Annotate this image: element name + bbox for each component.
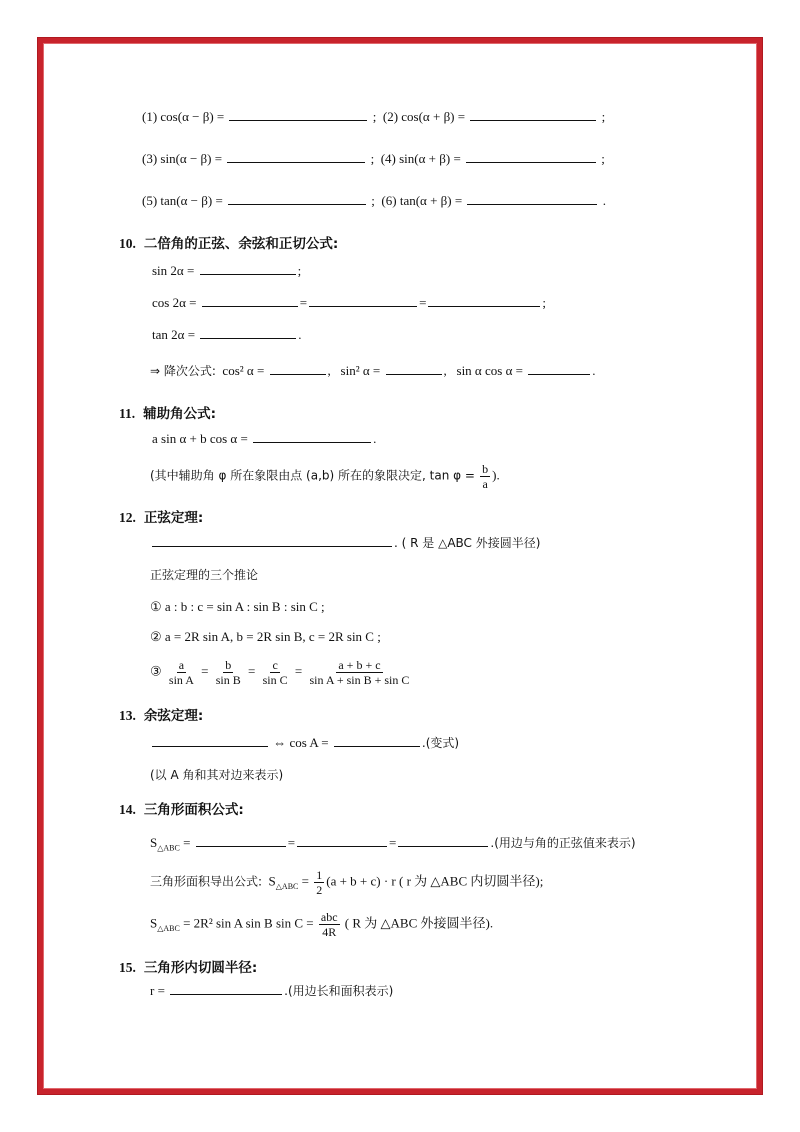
- double-angle-tan: tan 2α = .: [152, 327, 302, 342]
- answer-blank[interactable]: [170, 982, 282, 995]
- answer-blank[interactable]: [202, 294, 298, 307]
- answer-blank[interactable]: [253, 430, 371, 443]
- answer-blank[interactable]: [200, 262, 296, 275]
- section-heading-10: 10. 二倍角的正弦、余弦和正切公式:: [119, 236, 339, 252]
- section-heading-14: 14. 三角形面积公式:: [119, 802, 244, 818]
- answer-blank[interactable]: [297, 834, 387, 847]
- section-heading-11: 11. 辅助角公式:: [119, 406, 217, 422]
- sine-law-corollary-2: ② a = 2R sin A, b = 2R sin B, c = 2R sin C ;: [150, 629, 381, 644]
- sine-law-subheading: 正弦定理的三个推论: [150, 568, 259, 582]
- area-derived-formula: 三角形面积导出公式: $S_{\triangle ABC}$ = $\frac{1}{2}$ (a + b + c) · r ( r 为 △ABC 内切圆半径);: [150, 868, 544, 897]
- auxiliary-angle-formula: a sin α + b cos α = .: [152, 431, 377, 446]
- formula-tan-sum: (6) tan(α + β) =: [381, 193, 463, 208]
- auxiliary-angle-note: (其中辅助角 φ 所在象限由点 (a,b) 所在的象限决定, tan φ = $\frac{b}{a}$ ).: [150, 462, 500, 491]
- answer-blank[interactable]: [227, 150, 365, 163]
- formula-sin-sum: (4) sin(α + β) =: [380, 151, 461, 166]
- answer-blank[interactable]: [398, 834, 488, 847]
- inradius-formula: r = .(用边长和面积表示): [150, 983, 394, 998]
- section-heading-15: 15. 三角形内切圆半径:: [119, 960, 258, 976]
- area-formula-row: $S_{\triangle ABC}$ = = = .(用边与角的正弦值来表示): [150, 835, 636, 853]
- formula-sin-diff: (3) sin(α − β) =: [142, 151, 223, 166]
- answer-blank[interactable]: [196, 834, 286, 847]
- double-angle-sin: sin 2α = ;: [152, 263, 302, 278]
- answer-blank[interactable]: [309, 294, 417, 307]
- answer-blank[interactable]: [334, 734, 420, 747]
- fraction: $\frac{c}{\text{sin C}}$: [262, 658, 288, 687]
- answer-blank[interactable]: [228, 192, 366, 205]
- section-heading-12: 12. 正弦定理:: [119, 510, 204, 526]
- answer-blank[interactable]: [528, 362, 590, 375]
- answer-blank[interactable]: [152, 534, 392, 547]
- answer-blank[interactable]: [200, 326, 296, 339]
- sine-law-corollary-3: ③ $\frac{a}{\text{sin A}}$ = $\frac{b}{\text{sin B}}$ = $\frac{c}{\text{sin C}}$ = $\frac{a + b + c}{\text{sin A + sin B + sin C}}$: [150, 658, 410, 687]
- formula-row-3: (5) tan(α − β) = ; (6) tan(α + β) = .: [142, 193, 606, 208]
- sine-law-row: . ( R 是 △ABC 外接圆半径): [150, 534, 540, 552]
- answer-blank[interactable]: [428, 294, 540, 307]
- formula-cos-sum: (2) cos(α + β) =: [382, 109, 466, 124]
- power-reduction-row: ⇒ 降次公式: cos² α = , sin² α = , sin α cos α = .: [150, 363, 596, 378]
- answer-blank[interactable]: [386, 362, 442, 375]
- formula-row-2: (3) sin(α − β) = ; (4) sin(α + β) = ;: [142, 151, 605, 166]
- fraction: $\frac{b}{a}$: [482, 462, 489, 491]
- sine-law-corollary-1: ① a : b : c = sin A : sin B : sin C ;: [150, 599, 325, 614]
- answer-blank[interactable]: [466, 150, 596, 163]
- fraction: $\frac{a}{\text{sin A}}$: [168, 658, 194, 687]
- fraction: $\frac{b}{\text{sin B}}$: [215, 658, 241, 687]
- fraction: $\frac{a + b + c}{\text{sin A + sin B + sin C}}$: [309, 658, 410, 687]
- answer-blank[interactable]: [467, 192, 597, 205]
- cosine-law-note: (以 A 角和其对边来表示): [150, 768, 284, 782]
- section-heading-13: 13. 余弦定理:: [119, 708, 204, 724]
- fraction: $\frac{1}{2}$: [316, 868, 323, 897]
- double-angle-cos: cos 2α = = = ;: [152, 295, 547, 310]
- fraction: $\frac{\text{abc}}{4R}$: [320, 910, 338, 939]
- answer-blank[interactable]: [470, 108, 596, 121]
- area-circumradius-formula: $S_{\triangle ABC} = 2R^2$ sin A sin B sin C = $\frac{\text{abc}}{4R}$ ( R 为 △ABC 外接圆半径).: [150, 910, 494, 939]
- formula-tan-diff: (5) tan(α − β) =: [142, 193, 223, 208]
- answer-blank[interactable]: [152, 734, 268, 747]
- formula-row-1: (1) cos(α − β) = ; (2) cos(α + β) = ;: [142, 109, 606, 124]
- answer-blank[interactable]: [270, 362, 326, 375]
- answer-blank[interactable]: [229, 108, 367, 121]
- formula-cos-diff: (1) cos(α − β) =: [142, 109, 225, 124]
- cosine-law-row: ⇔ cos A = .(变式): [150, 734, 459, 752]
